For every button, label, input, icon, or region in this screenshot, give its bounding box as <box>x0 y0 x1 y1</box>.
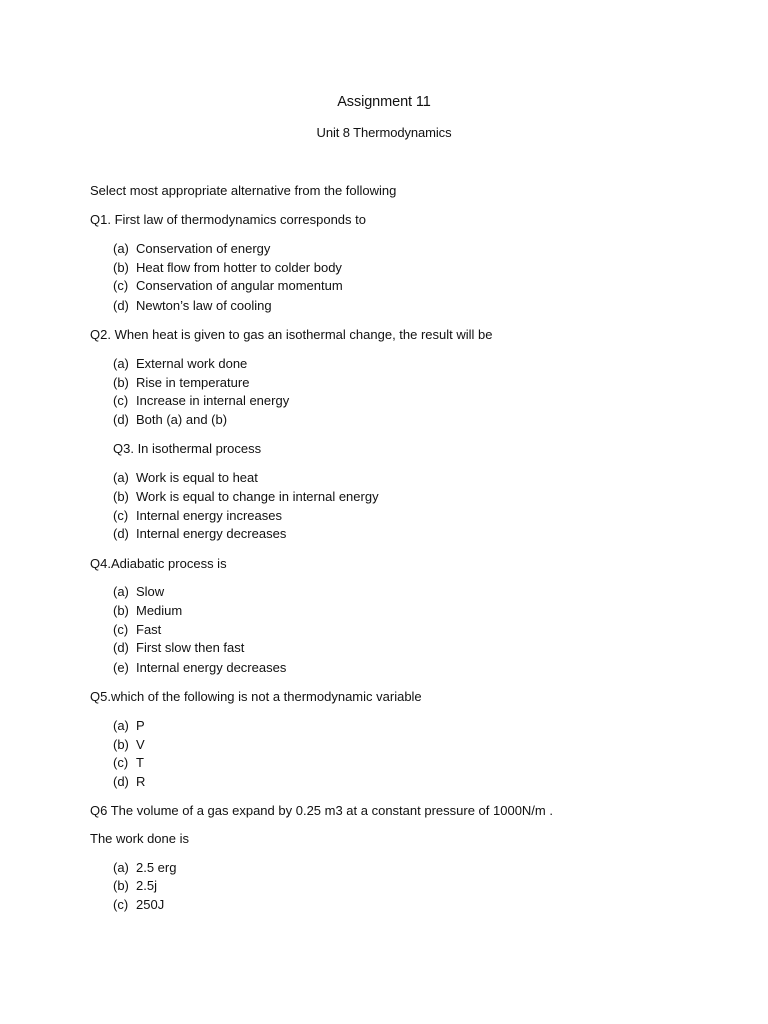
document-subtitle: Unit 8 Thermodynamics <box>316 125 452 140</box>
option-text: P <box>136 718 145 733</box>
option-letter: (c) <box>113 897 129 912</box>
option-letter: (c) <box>113 622 129 637</box>
option-letter: (d) <box>113 774 129 789</box>
option-letter: (d) <box>113 640 129 655</box>
question-5: Q5.which of the following is not a thermodynamic variable <box>90 689 422 704</box>
option-letter: (a) <box>113 470 129 485</box>
option-text: Internal energy decreases <box>136 660 287 675</box>
option-text: First slow then fast <box>136 640 245 655</box>
option-text: Newton’s law of cooling <box>136 298 272 313</box>
option-letter: (b) <box>113 375 129 390</box>
option-letter: (d) <box>113 526 129 541</box>
option-letter: (c) <box>113 508 129 523</box>
question-4: Q4.Adiabatic process is <box>90 556 227 571</box>
option-text: Rise in temperature <box>136 375 250 390</box>
question-2: Q2. When heat is given to gas an isothermal change, the result will be <box>90 327 493 342</box>
option-letter: (a) <box>113 584 129 599</box>
option-letter: (b) <box>113 260 129 275</box>
option-letter: (e) <box>113 660 129 675</box>
option-text: 2.5 erg <box>136 860 177 875</box>
option-text: 250J <box>136 897 165 912</box>
option-text: Both (a) and (b) <box>136 412 228 427</box>
option-letter: (d) <box>113 298 129 313</box>
option-text: Medium <box>136 603 183 618</box>
option-letter: (a) <box>113 241 129 256</box>
document-title: Assignment 11 <box>337 94 431 110</box>
question-1: Q1. First law of thermodynamics corresponds to <box>90 212 366 227</box>
option-text: Conservation of energy <box>136 241 271 256</box>
option-text: Conservation of angular momentum <box>136 278 343 293</box>
option-letter: (c) <box>113 755 129 770</box>
option-letter: (b) <box>113 878 129 893</box>
option-letter: (c) <box>113 278 129 293</box>
option-text: Increase in internal energy <box>136 393 290 408</box>
option-text: Heat flow from hotter to colder body <box>136 260 342 275</box>
option-text: T <box>136 755 144 770</box>
option-letter: (c) <box>113 393 129 408</box>
option-letter: (a) <box>113 718 129 733</box>
option-text: External work done <box>136 356 248 371</box>
option-letter: (b) <box>113 603 129 618</box>
option-text: Fast <box>136 622 162 637</box>
option-text: Internal energy increases <box>136 508 282 523</box>
option-text: V <box>136 737 145 752</box>
option-text: Internal energy decreases <box>136 526 287 541</box>
option-letter: (b) <box>113 489 129 504</box>
question-6-continuation: The work done is <box>90 831 189 846</box>
option-letter: (d) <box>113 412 129 427</box>
option-text: Work is equal to heat <box>136 470 258 485</box>
option-letter: (a) <box>113 356 129 371</box>
option-text: Work is equal to change in internal energy <box>136 489 379 504</box>
question-6: Q6 The volume of a gas expand by 0.25 m3 at a constant pressure of 1000N/m . <box>90 803 553 818</box>
question-3: Q3. In isothermal process <box>113 441 262 456</box>
option-text: 2.5j <box>136 878 157 893</box>
option-text: Slow <box>136 584 165 599</box>
option-text: R <box>136 774 146 789</box>
option-letter: (a) <box>113 860 129 875</box>
option-letter: (b) <box>113 737 129 752</box>
instruction-text: Select most appropriate alternative from the following <box>90 183 397 198</box>
